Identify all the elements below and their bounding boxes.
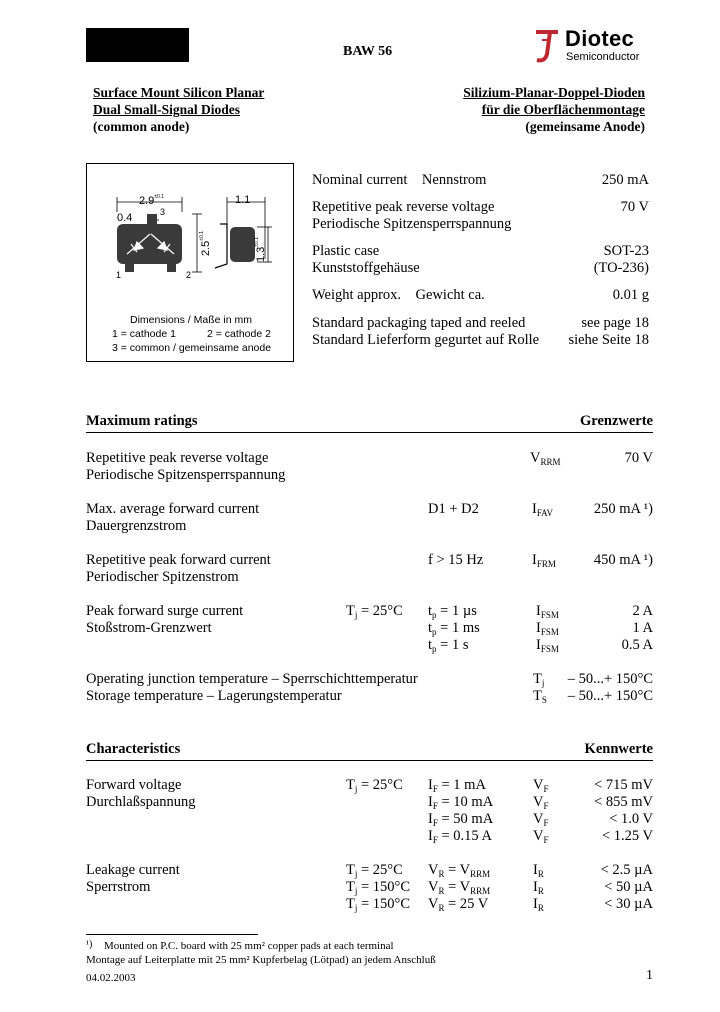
characteristics-rule (86, 760, 653, 761)
mr-vrrm-symbol: $V_{RRM}$ (530, 450, 561, 467)
mr-vrrm-en: Repetitive peak reverse voltage (86, 450, 269, 466)
ch-vf-cond-3: $I_F = 50$ mA (428, 811, 494, 828)
title-en-line2: Dual Small-Signal Diodes (93, 102, 241, 117)
title-en-line3: (common anode) (93, 119, 190, 134)
spec-vrrm-label: Repetitive peak reverse voltage (312, 199, 495, 215)
title-de-line3: (gemeinsame Anode) (525, 119, 645, 134)
spec-case-value: SOT-23 (603, 243, 649, 259)
mr-surge-sym-1: $I_{FSM}$ (536, 603, 559, 620)
mr-ifav-value: 250 mA ¹) (593, 501, 653, 517)
characteristics-heading: Characteristics (86, 741, 181, 757)
title-de-line2: für die Oberflächenmontage (481, 102, 645, 117)
ch-ir-cond-1: $V_R = V_{RRM}$ (428, 862, 491, 879)
pin-3-label: 3 (160, 207, 166, 217)
dim-width: $2.9^{\pm 0.1}$ (139, 194, 164, 207)
mr-ifav-condition: D1 + D2 (428, 501, 479, 517)
diagram-caption-2b: 2 = cathode 2 (207, 328, 271, 340)
mr-ifrm-en: Repetitive peak forward current (86, 552, 271, 568)
mr-surge-cond-2: $t_p = 1$ ms (428, 620, 480, 637)
ch-ir-val-1: < 2.5 µA (600, 862, 653, 878)
spec-nominal-label: Nominal current Nennstrom (312, 172, 487, 188)
spec-vrrm-value: 70 V (620, 199, 649, 215)
header-black-box (86, 28, 189, 62)
spec-weight-label: Weight approx. Gewicht ca. (312, 287, 485, 303)
ch-vf-val-2: < 855 mV (594, 794, 653, 810)
mr-ifrm-value: 450 mA ¹) (593, 552, 653, 568)
mr-tj-label: Operating junction temperature – Sperrschichttemperatur (86, 671, 418, 687)
ch-vf-val-1: < 715 mV (594, 777, 653, 793)
ch-ir-sym-3: $I_R$ (533, 896, 544, 913)
ch-vf-sym-1: $V_F$ (533, 777, 549, 794)
mr-vrrm-de: Periodische Spitzensperrspannung (86, 467, 286, 483)
ch-ir-sym-2: $I_R$ (533, 879, 544, 896)
spec-packaging-value: see page 18 (581, 315, 649, 331)
ch-ir-en: Leakage current (86, 862, 180, 878)
part-number: BAW 56 (343, 44, 393, 59)
mr-ifav-de: Dauergrenzstrom (86, 518, 187, 534)
ch-vf-cond-1: $I_F = 1$ mA (428, 777, 486, 794)
ch-ir-de: Sperrstrom (86, 879, 151, 895)
mr-surge-val-3: 0.5 A (621, 637, 653, 653)
page-number: 1 (646, 968, 653, 983)
spec-case-value2: (TO-236) (593, 260, 649, 276)
footnote-mark: ¹) (86, 939, 93, 950)
spec-nominal-value: 250 mA (601, 172, 649, 188)
mr-ifav-en: Max. average forward current (86, 501, 260, 517)
ch-ir-temp-1: $T_j = 25^\circ C$ (346, 862, 403, 879)
spec-packaging-label-de: Standard Lieferform gegurtet auf Rolle (312, 332, 540, 348)
mr-ts-label: Storage temperature – Lagerungstemperatur (86, 688, 342, 704)
spec-weight-value: 0.01 g (612, 287, 649, 303)
mr-ifav-symbol: $I_{FAV}$ (532, 501, 554, 518)
ch-vf-val-3: < 1.0 V (609, 811, 653, 827)
title-en-line1: Surface Mount Silicon Planar (93, 85, 265, 100)
diagram-caption-1: Dimensions / Maße in mm (130, 314, 252, 326)
ch-vf-sym-4: $V_F$ (533, 828, 549, 845)
footnote-line1: Mounted on P.C. board with 25 mm² copper pads at each terminal (104, 940, 394, 952)
mr-tj-symbol: $T_j$ (533, 671, 545, 688)
mr-tj-value: – 50...+ 150°C (567, 671, 653, 687)
spec-case-label-de: Kunststoffgehäuse (312, 260, 420, 276)
spec-case-label: Plastic case (312, 243, 380, 259)
mr-surge-val-1: 2 A (632, 603, 653, 619)
mr-ifrm-symbol: $I_{FRM}$ (532, 552, 556, 569)
diagram-caption-3: 3 = common / gemeinsame anode (112, 342, 272, 354)
max-ratings-rule (86, 432, 653, 433)
ch-ir-temp-3: $T_j = 150^\circ C$ (346, 896, 411, 913)
mr-surge-cond-1: $t_p = 1$ µs (428, 603, 477, 620)
ch-vf-val-4: < 1.25 V (601, 828, 653, 844)
mr-surge-sym-3: $I_{FSM}$ (536, 637, 559, 654)
pin-2-label: 2 (186, 270, 192, 280)
pin-1-label: 1 (116, 270, 122, 280)
ch-ir-cond-2: $V_R = V_{RRM}$ (428, 879, 491, 896)
mr-ts-value: – 50...+ 150°C (567, 688, 653, 704)
ch-vf-en: Forward voltage (86, 777, 182, 793)
logo-brand: Diotec (565, 26, 635, 51)
max-ratings-heading: Maximum ratings (86, 413, 198, 429)
ch-vf-sym-3: $V_F$ (533, 811, 549, 828)
package-diagram (86, 163, 294, 362)
ch-ir-sym-1: $I_R$ (533, 862, 544, 879)
diotec-logo (528, 26, 658, 66)
mr-surge-sym-2: $I_{FSM}$ (536, 620, 559, 637)
diotec-logo-icon (528, 26, 568, 66)
mr-vrrm-value: 70 V (624, 450, 653, 466)
ch-vf-de: Durchlaßspannung (86, 794, 196, 810)
characteristics-heading-de: Kennwerte (584, 741, 653, 757)
ch-vf-temp: $T_j = 25^\circ C$ (346, 777, 403, 794)
ch-ir-val-2: < 50 µA (604, 879, 653, 895)
max-ratings-heading-de: Grenzwerte (580, 413, 653, 429)
ch-vf-cond-4: $I_F = 0.15$ A (428, 828, 492, 845)
logo-subtitle: Semiconductor (566, 51, 640, 63)
footnote-line2: Montage auf Leiterplatte mit 25 mm² Kupferbelag (Lötpad) an jedem Anschluß (86, 954, 436, 966)
mr-ifrm-condition: f > 15 Hz (428, 552, 484, 568)
ch-ir-cond-3: $V_R = 25$ V (428, 896, 489, 913)
ch-vf-cond-2: $I_F = 10$ mA (428, 794, 494, 811)
diagram-caption-2a: 1 = cathode 1 (112, 328, 176, 340)
mr-surge-de: Stoßstrom-Grenzwert (86, 620, 212, 636)
ch-vf-sym-2: $V_F$ (533, 794, 549, 811)
dim-thick: $1.3^{\pm 0.1}$ (254, 237, 267, 262)
dim-lead: 0.4 (117, 212, 133, 224)
mr-ts-symbol: $T_S$ (533, 688, 547, 705)
spec-packaging-value2: siehe Seite 18 (568, 332, 649, 348)
ch-ir-temp-2: $T_j = 150^\circ C$ (346, 879, 411, 896)
mr-surge-temp: $T_j = 25^\circ C$ (346, 603, 403, 620)
mr-ifrm-de: Periodischer Spitzenstrom (86, 569, 239, 585)
dim-height: $2.5^{\pm 0.1}$ (199, 231, 212, 256)
footnote-rule (86, 934, 258, 935)
footer-date: 04.02.2003 (86, 972, 136, 984)
mr-surge-en: Peak forward surge current (86, 603, 244, 619)
dim-right: 1.1 (235, 194, 251, 206)
ch-ir-val-3: < 30 µA (604, 896, 653, 912)
spec-vrrm-label-de: Periodische Spitzensperrspannung (312, 216, 512, 232)
mr-surge-cond-3: $t_p = 1$ s (428, 637, 469, 654)
title-de-line1: Silizium-Planar-Doppel-Dioden (463, 85, 645, 100)
mr-surge-val-2: 1 A (632, 620, 653, 636)
spec-packaging-label: Standard packaging taped and reeled (312, 315, 526, 331)
